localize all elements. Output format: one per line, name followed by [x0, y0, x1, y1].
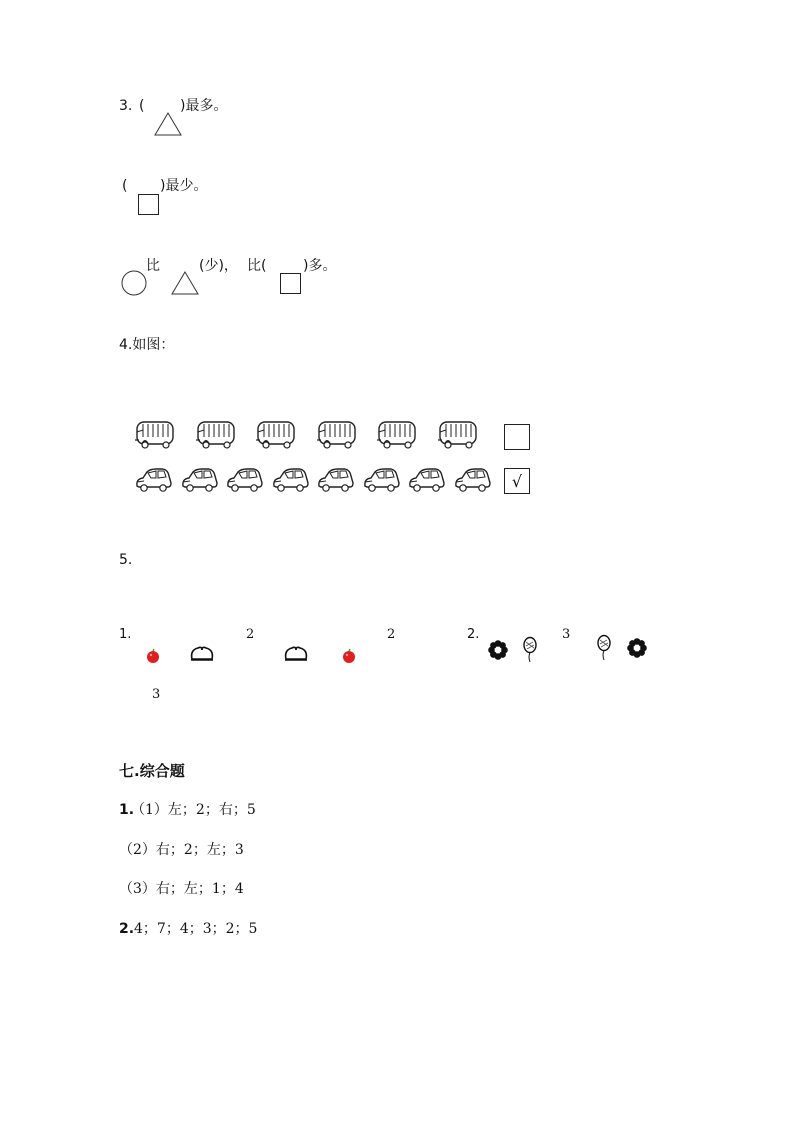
q4-label: 4.如图：: [119, 337, 175, 353]
triangle-icon: [154, 112, 182, 136]
q3-more-text: )多。: [303, 258, 337, 274]
q5-part2-num: 3: [562, 627, 571, 642]
square-icon: [138, 194, 159, 215]
answer1-line3: （3）右；左；1；4: [119, 881, 244, 897]
bus-icon: [134, 420, 176, 450]
flower-icon: [488, 640, 508, 660]
q3-least-text: )最少。: [160, 178, 208, 194]
bus-icon: [316, 420, 358, 450]
bus-icon: [255, 420, 297, 450]
q3-paren-open-2: (: [122, 178, 128, 194]
q5-part1-label: 1.: [119, 627, 132, 642]
answer2-label: 2.: [119, 921, 135, 937]
q5-label: 5.: [119, 552, 133, 568]
apple-icon: [146, 649, 160, 663]
apple-icon-2: [342, 649, 356, 663]
balloon-icon-2: [596, 635, 612, 661]
q5-part1-num-a: 2: [246, 627, 255, 642]
q5-part1-num-b: 2: [387, 627, 396, 642]
square-icon-2: [280, 273, 301, 294]
peach-icon-2: [284, 644, 308, 662]
car-icon: [271, 466, 313, 496]
q5-part2-label: 2.: [467, 627, 480, 642]
car-icon: [453, 466, 495, 496]
bus-icon: [437, 420, 479, 450]
car-answer-box: √: [504, 468, 530, 494]
q3-most-text: )最多。: [180, 98, 228, 114]
bus-answer-box: [504, 424, 530, 450]
q3-number: 3.: [119, 98, 133, 114]
q3-compare-text: 比: [146, 258, 160, 274]
section7-title: 七.综合题: [119, 762, 185, 780]
car-icon: [225, 466, 267, 496]
bus-icon: [376, 420, 418, 450]
q3-less-text: (少)，: [199, 258, 238, 274]
circle-icon: [121, 270, 147, 296]
q3-compare-text-2: 比(: [247, 258, 267, 274]
peach-icon: [190, 644, 214, 662]
balloon-icon: [522, 637, 538, 663]
triangle-icon-2: [171, 271, 199, 295]
car-icon: [362, 466, 404, 496]
car-icon: [134, 466, 176, 496]
car-icon: [407, 466, 449, 496]
bus-icon: [195, 420, 237, 450]
flower-icon-2: [627, 638, 647, 658]
q5-part1-num-c: 3: [152, 687, 161, 702]
car-icon: [316, 466, 358, 496]
answer1-line1: （1）左；2；右；5: [131, 802, 256, 818]
answer1-line2: （2）右；2；左；3: [119, 842, 244, 858]
answer1-label: 1.: [119, 802, 135, 818]
answer2-line: 4；7；4；3；2；5: [134, 921, 258, 937]
q3-paren-open: (: [139, 98, 145, 114]
car-icon: [180, 466, 222, 496]
